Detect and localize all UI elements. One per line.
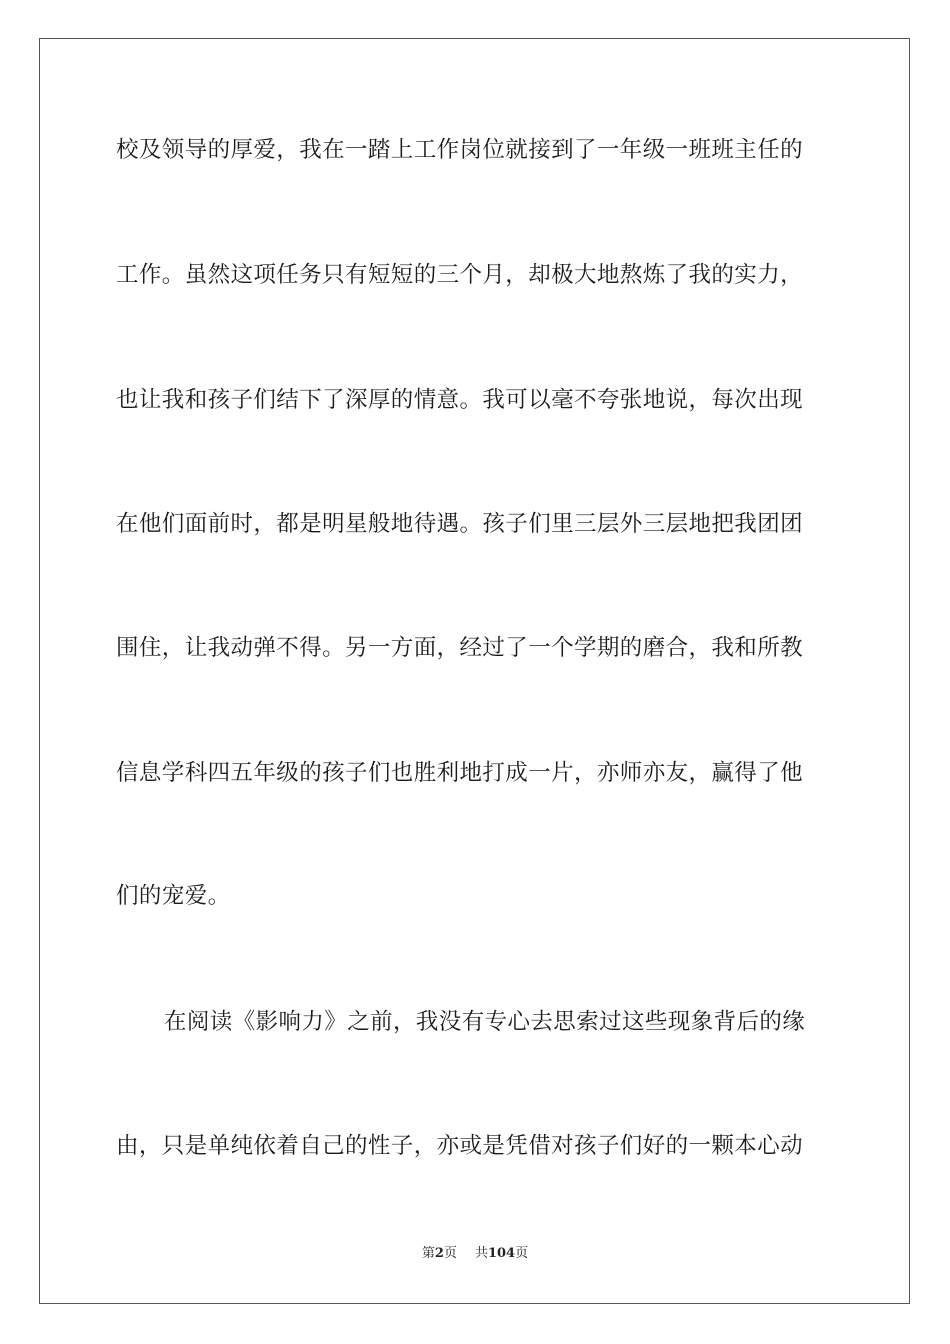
body-text-line-7: 们的宠爱。	[116, 883, 231, 909]
body-text-line-3: 也让我和孩子们结下了深厚的情意。我可以毫不夸张地说，每次出现	[116, 387, 804, 413]
body-text-line-1: 校及领导的厚爱，我在一踏上工作岗位就接到了一年级一班班主任的	[116, 137, 804, 163]
page-suffix: 页	[443, 1246, 457, 1261]
total-prefix: 共	[474, 1246, 488, 1261]
page-footer	[0, 1244, 950, 1264]
body-text-line-6: 信息学科四五年级的孩子们也胜利地打成一片，亦师亦友，赢得了他	[116, 760, 804, 786]
page-number: 2	[434, 1246, 444, 1261]
body-text-line-4: 在他们面前时，都是明星般地待遇。孩子们里三层外三层地把我团团	[116, 511, 804, 537]
body-text-line-5: 围住，让我动弹不得。另一方面，经过了一个学期的磨合，我和所教	[116, 635, 804, 661]
page-border	[39, 38, 910, 1304]
total-pages: 104	[487, 1246, 516, 1261]
page-prefix: 第	[421, 1246, 435, 1261]
body-text-line-2: 工作。虽然这项任务只有短短的三个月，却极大地熬炼了我的实力，	[116, 262, 804, 288]
body-text-line-9: 由，只是单纯依着自己的性子，亦或是凭借对孩子们好的一颗本心动	[116, 1133, 804, 1159]
total-suffix: 页	[515, 1246, 529, 1261]
paragraph-start-line: 在阅读《影响力》之前，我没有专心去思索过这些现象背后的缘	[164, 1009, 806, 1035]
